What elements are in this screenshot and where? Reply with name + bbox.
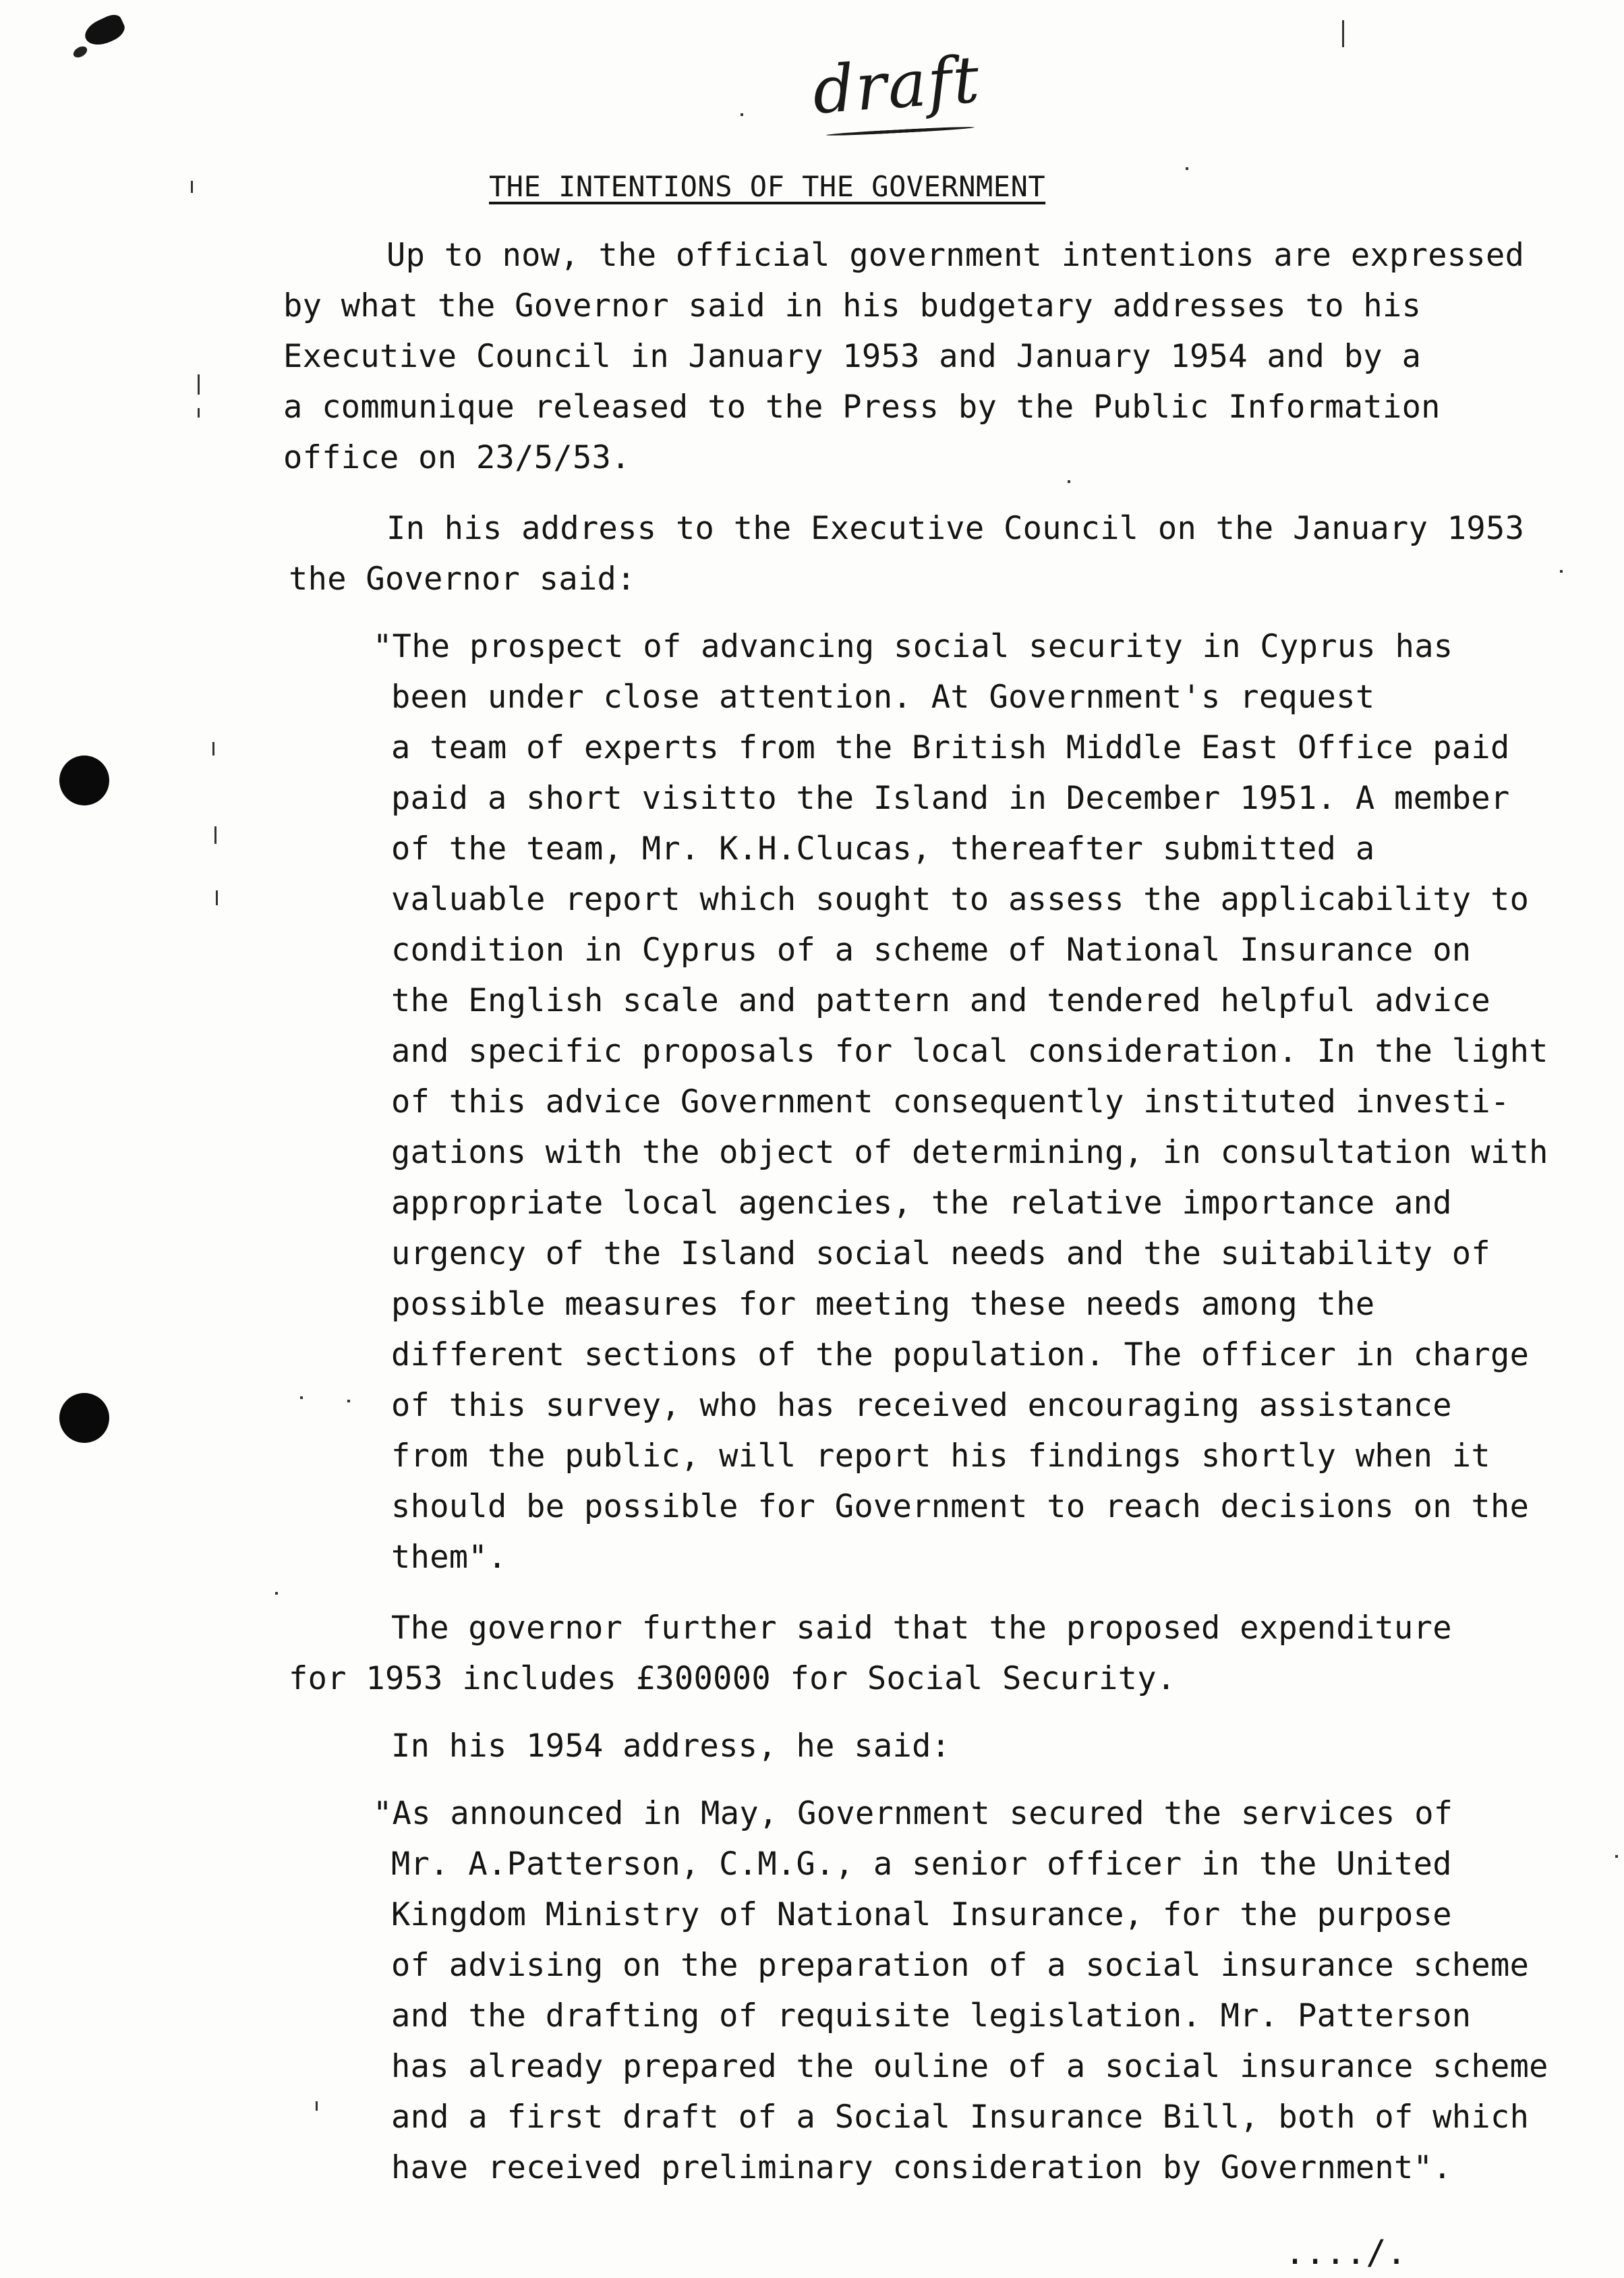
scan-mark <box>191 181 193 193</box>
handwritten-draft-note: draft <box>810 41 983 129</box>
quote-line: them". <box>391 1539 507 1576</box>
quote-line: Kingdom Ministry of National Insurance, for the purpose <box>391 1896 1452 1933</box>
text-line: a communique released to the Press by the Public Information <box>283 389 1441 426</box>
quote-line: condition in Cyprus of a scheme of National Insurance on <box>391 932 1472 969</box>
text-line: the Governor said: <box>289 561 636 598</box>
quote-line: Mr. A.Patterson, C.M.G., a senior officer in the United <box>391 1846 1452 1883</box>
scan-mark <box>212 742 214 756</box>
quote-line: gations with the object of determining, in consultation with <box>391 1134 1548 1171</box>
quote-line: from the public, will report his findings shortly when it <box>391 1437 1490 1475</box>
text-line: Executive Council in January 1953 and January 1954 and by a <box>283 338 1422 375</box>
quote-line: valuable report which sought to assess the applicability to <box>391 881 1530 918</box>
quote-line: "As announced in May, Government secured the services of <box>373 1795 1453 1832</box>
text-line: by what the Governor said in his budgetary addresses to his <box>283 287 1422 324</box>
scan-mark <box>216 890 218 905</box>
scan-mark <box>347 1400 350 1402</box>
quote-line: a team of experts from the British Middle East Office paid <box>391 729 1510 766</box>
quote-line: and a first draft of a Social Insurance Bill, both of which <box>391 2099 1530 2136</box>
text-line: In his 1954 address, he said: <box>391 1728 951 1765</box>
scan-mark <box>198 408 200 418</box>
scan-mark <box>741 113 743 116</box>
quote-line: paid a short visitto the Island in December 1951. A member <box>391 780 1510 817</box>
quote-line: have received preliminary consideration by Government". <box>391 2149 1452 2186</box>
quote-line: of this advice Government consequently instituted investi- <box>391 1083 1510 1120</box>
punch-hole <box>59 1393 109 1443</box>
quote-line: been under close attention. At Government's request <box>391 679 1375 716</box>
scan-mark <box>275 1592 278 1595</box>
quote-line: possible measures for meeting these needs among the <box>391 1286 1375 1323</box>
quote-line: urgency of the Island social needs and the suitability of <box>391 1235 1490 1272</box>
ink-blot <box>71 44 89 59</box>
scan-mark <box>198 374 200 395</box>
quote-line: of this survey, who has received encouraging assistance <box>391 1387 1452 1424</box>
continuation-mark: ..../. <box>1285 2233 1407 2272</box>
scan-mark <box>1068 480 1070 483</box>
document-title: THE INTENTIONS OF THE GOVERNMENT <box>489 170 1046 203</box>
text-line: The governor further said that the proposed expenditure <box>391 1610 1452 1647</box>
text-line: office on 23/5/53. <box>283 439 631 476</box>
scan-mark <box>300 1396 303 1399</box>
quote-line: "The prospect of advancing social security in Cyprus has <box>373 628 1453 665</box>
ink-blot <box>81 11 128 51</box>
text-line: for 1953 includes £300000 for Social Security. <box>289 1660 1176 1697</box>
quote-line: of advising on the preparation of a social insurance scheme <box>391 1947 1530 1984</box>
scan-mark <box>214 826 216 844</box>
scan-mark <box>316 2101 318 2111</box>
quote-line: has already prepared the ouline of a social insurance scheme <box>391 2048 1548 2085</box>
text-line: In his address to the Executive Council on the January 1953 <box>386 510 1525 547</box>
scan-mark <box>1342 20 1344 47</box>
quote-line: the English scale and pattern and tendered helpful advice <box>391 982 1490 1019</box>
quote-line: and specific proposals for local consideration. In the light <box>391 1033 1548 1070</box>
quote-line: different sections of the population. The officer in charge <box>391 1336 1530 1373</box>
quote-line: of the team, Mr. K.H.Clucas, thereafter submitted a <box>391 830 1375 867</box>
punch-hole <box>59 756 109 805</box>
handwritten-underline <box>826 125 975 137</box>
scan-mark <box>1560 570 1563 573</box>
quote-line: and the drafting of requisite legislation. Mr. Patterson <box>391 1997 1472 2034</box>
scan-mark <box>1615 1855 1618 1858</box>
scan-mark <box>1186 167 1188 170</box>
quote-line: appropriate local agencies, the relative importance and <box>391 1185 1452 1222</box>
quote-line: should be possible for Government to reach decisions on the <box>391 1488 1530 1525</box>
text-line: Up to now, the official government intentions are expressed <box>386 237 1525 274</box>
